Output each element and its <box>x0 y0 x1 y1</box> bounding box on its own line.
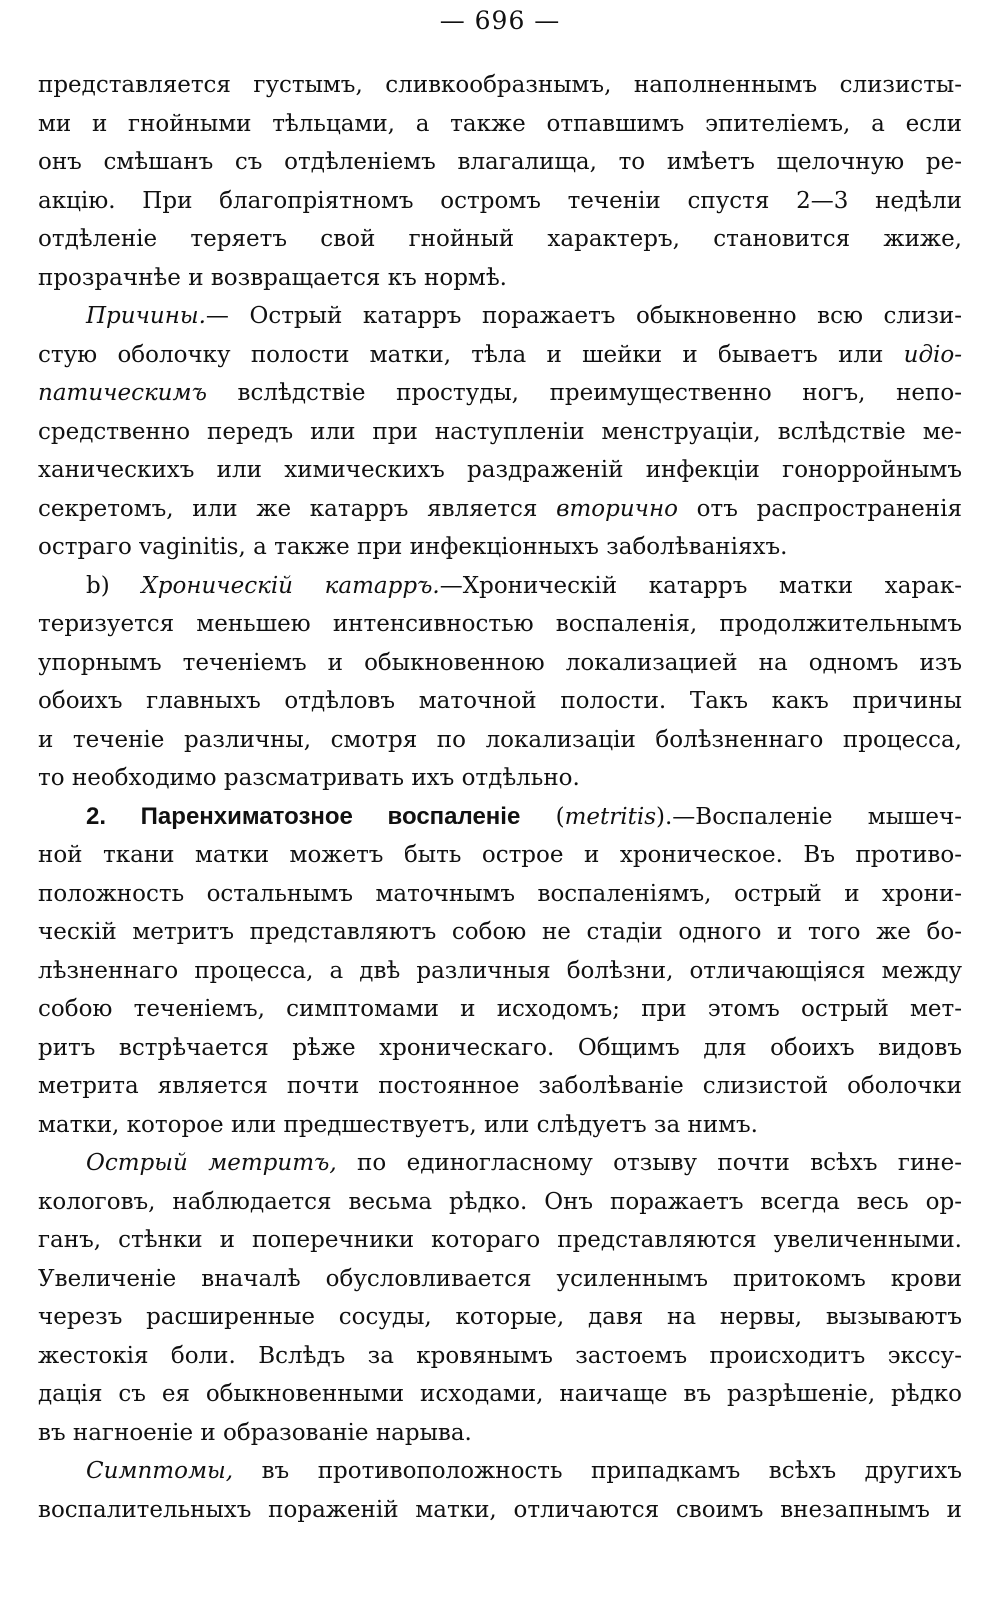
text-line: ческій метритъ представляютъ собою не стадіи одного и того же бо- <box>38 919 962 945</box>
text-line: то необходимо разсматривать ихъ отдѣльно. <box>38 765 580 791</box>
text-line: дація съ ея обыкновенными исходами, наичаще въ разрѣшеніе, рѣдко <box>38 1381 962 1407</box>
text-line: обоихъ главныхъ отдѣловъ маточной полости. Такъ какъ причины <box>38 688 962 714</box>
text-line <box>38 490 962 529</box>
paragraph-causes <box>38 297 962 567</box>
text-run: въ противоположность припадкамъ всѣхъ другихъ <box>233 1458 962 1484</box>
text-line: Увеличеніе вначалѣ обусловливается усиленнымъ притокомъ крови <box>38 1265 962 1292</box>
text-run: вслѣдствіе простуды, преимущественно ногъ, непо- <box>206 380 962 406</box>
text-run: секретомъ, или же катарръ является <box>38 495 557 522</box>
text-line: прозрачнѣе и возвращается къ нормѣ. <box>38 264 507 291</box>
text-run: ).—Воспаленіе мышеч- <box>656 803 962 830</box>
text-line: воспалительныхъ пораженій матки, отличаются своимъ внезапнымъ и <box>38 1496 962 1523</box>
list-marker: b) <box>86 572 142 599</box>
text-line: представляется густымъ, сливкообразнымъ, наполненнымъ слизисты- <box>38 72 962 98</box>
text-line: метрита является почти постоянное заболѣваніе слизистой оболочки <box>38 1073 962 1099</box>
text-line <box>38 374 962 413</box>
text-run: —Хроническій катарръ матки харак- <box>439 572 962 599</box>
causes-heading: Причины. <box>86 303 206 329</box>
text-line: положность остальнымъ маточнымъ воспаленіямъ, острый и хрони- <box>38 880 962 907</box>
text-line: средственно передъ или при наступленіи менструаціи, вслѣдствіе ме- <box>38 418 962 445</box>
text-line <box>38 798 962 837</box>
text-line: жестокія боли. Вслѣдъ за кровянымъ застоемъ происходитъ экссу- <box>38 1342 962 1369</box>
text-line: собою теченіемъ, симптомами и исходомъ; при этомъ острый мет- <box>38 996 962 1022</box>
symptoms-heading: Симптомы, <box>86 1458 234 1484</box>
text-line <box>38 297 962 336</box>
paragraph-discharge-description <box>38 66 962 297</box>
text-line <box>38 567 962 606</box>
book-page <box>38 0 962 1600</box>
paragraph-acute-metritis <box>38 1144 962 1452</box>
text-line <box>38 1452 962 1491</box>
text-line: въ нагноеніе и образованіе нарыва. <box>38 1419 472 1446</box>
text-line: и теченіе различны, смотря по локализаціи болѣзненнаго процесса, <box>38 726 962 753</box>
italic-term: идіо- <box>903 341 962 368</box>
page-number: — 696 — <box>439 6 561 35</box>
italic-term: патическимъ <box>38 380 207 406</box>
text-line: лѣзненнаго процесса, а двѣ различныя болѣзни, отличающіяся между <box>38 957 962 984</box>
text-line: акцію. При благопріятномъ остромъ теченіи спустя 2—3 недѣли <box>38 187 962 214</box>
text-line: остраго vaginitis, а также при инфекціонныхъ заболѣваніяхъ. <box>38 534 788 560</box>
text-line: кологовъ, наблюдается весьма рѣдко. Онъ поражаетъ всегда весь ор- <box>38 1188 962 1215</box>
text-line: отдѣленіе теряетъ свой гнойный характеръ, становится жиже, <box>38 226 962 252</box>
section-heading: 2. Паренхиматозное воспаленіе <box>86 802 521 830</box>
text-line: черезъ расширенные сосуды, которые, давя на нервы, вызываютъ <box>38 1304 962 1330</box>
paragraph-metritis <box>38 798 962 1145</box>
paragraph-symptoms <box>38 1452 962 1529</box>
italic-term: вторично <box>556 495 678 522</box>
text-line <box>38 1144 962 1183</box>
page-text <box>38 66 962 1529</box>
text-run: — Острый катарръ поражаетъ обыкновенно всю слизи- <box>205 303 962 329</box>
text-line: теризуется меньшею интенсивностью воспаленія, продолжительнымъ <box>38 611 962 637</box>
acute-metritis-heading: Острый метритъ, <box>86 1150 337 1176</box>
text-run: по единогласному отзыву почти всѣхъ гине- <box>336 1150 962 1176</box>
text-line: ми и гнойными тѣльцами, а также отпавшимъ эпителіемъ, а если <box>38 110 962 137</box>
text-run: отъ распространенія <box>677 495 962 522</box>
text-line: ганъ, стѣнки и поперечники котораго представляются увеличенными. <box>38 1227 962 1253</box>
text-run: ( <box>520 803 565 830</box>
text-line: ханическихъ или химическихъ раздраженій инфекціи гонорройнымъ <box>38 457 962 483</box>
text-line <box>38 336 962 375</box>
chronic-catarrh-heading: Хроническій катарръ. <box>141 572 440 599</box>
text-line: ритъ встрѣчается рѣже хроническаго. Общимъ для обоихъ видовъ <box>38 1034 962 1061</box>
text-run: стую оболочку полости матки, тѣла и шейки и бываетъ или <box>38 341 904 368</box>
text-line: ной ткани матки можетъ быть острое и хроническое. Въ противо- <box>38 842 962 868</box>
paragraph-chronic-catarrh <box>38 567 962 798</box>
text-line: онъ смѣшанъ съ отдѣленіемъ влагалища, то имѣетъ щелочную ре- <box>38 149 962 175</box>
latin-term: metritis <box>564 803 657 830</box>
text-line: матки, которое или предшествуетъ, или слѣдуетъ за нимъ. <box>38 1111 758 1138</box>
text-line: упорнымъ теченіемъ и обыкновенною локализацией на одномъ изъ <box>38 649 962 676</box>
